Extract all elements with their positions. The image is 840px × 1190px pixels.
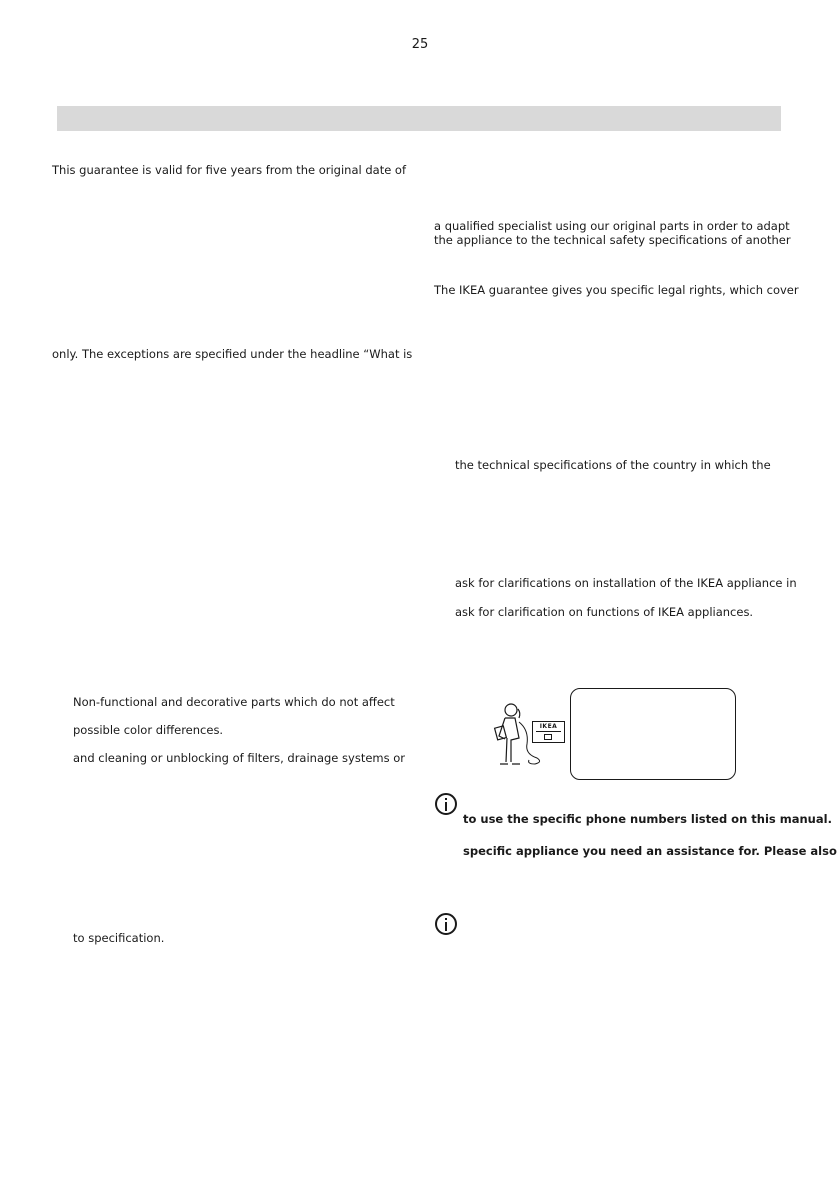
specific-appliance-note: specific appliance you need an assistance for. Please also [463, 844, 837, 858]
legal-rights-text: The IKEA guarantee gives you specific legal rights, which cover [434, 283, 799, 297]
phone-numbers-note: to use the specific phone numbers listed on this manual. [463, 812, 832, 826]
info-icon [435, 913, 457, 935]
page-number: 25 [411, 37, 429, 52]
installation-clarification-text: ask for clarifications on installation of the IKEA appliance in [455, 576, 797, 590]
phone-number-box [570, 688, 736, 780]
technical-specifications-text: the technical specifications of the country in which the [455, 458, 771, 472]
to-specification-text: to specification. [73, 931, 165, 945]
section-header-band [57, 106, 781, 131]
non-functional-parts-text: Non-functional and decorative parts which do not affect [73, 695, 395, 709]
functions-clarification-text: ask for clarification on functions of IKEA appliances. [455, 605, 754, 619]
ikea-logo-text: IKEA [539, 723, 558, 730]
ikea-store-sign [532, 721, 565, 743]
info-icon [435, 793, 457, 815]
exceptions-text: only. The exceptions are specified under the headline “What is [52, 347, 413, 361]
cleaning-filters-text: and cleaning or unblocking of filters, drainage systems or [73, 751, 406, 765]
qualified-specialist-text: a qualified specialist using our original parts in order to adapt [434, 219, 790, 233]
guarantee-validity-text: This guarantee is valid for five years from the original date of [52, 163, 407, 177]
technical-safety-text: the appliance to the technical safety specifications of another [434, 233, 791, 247]
color-differences-text: possible color differences. [73, 723, 224, 737]
